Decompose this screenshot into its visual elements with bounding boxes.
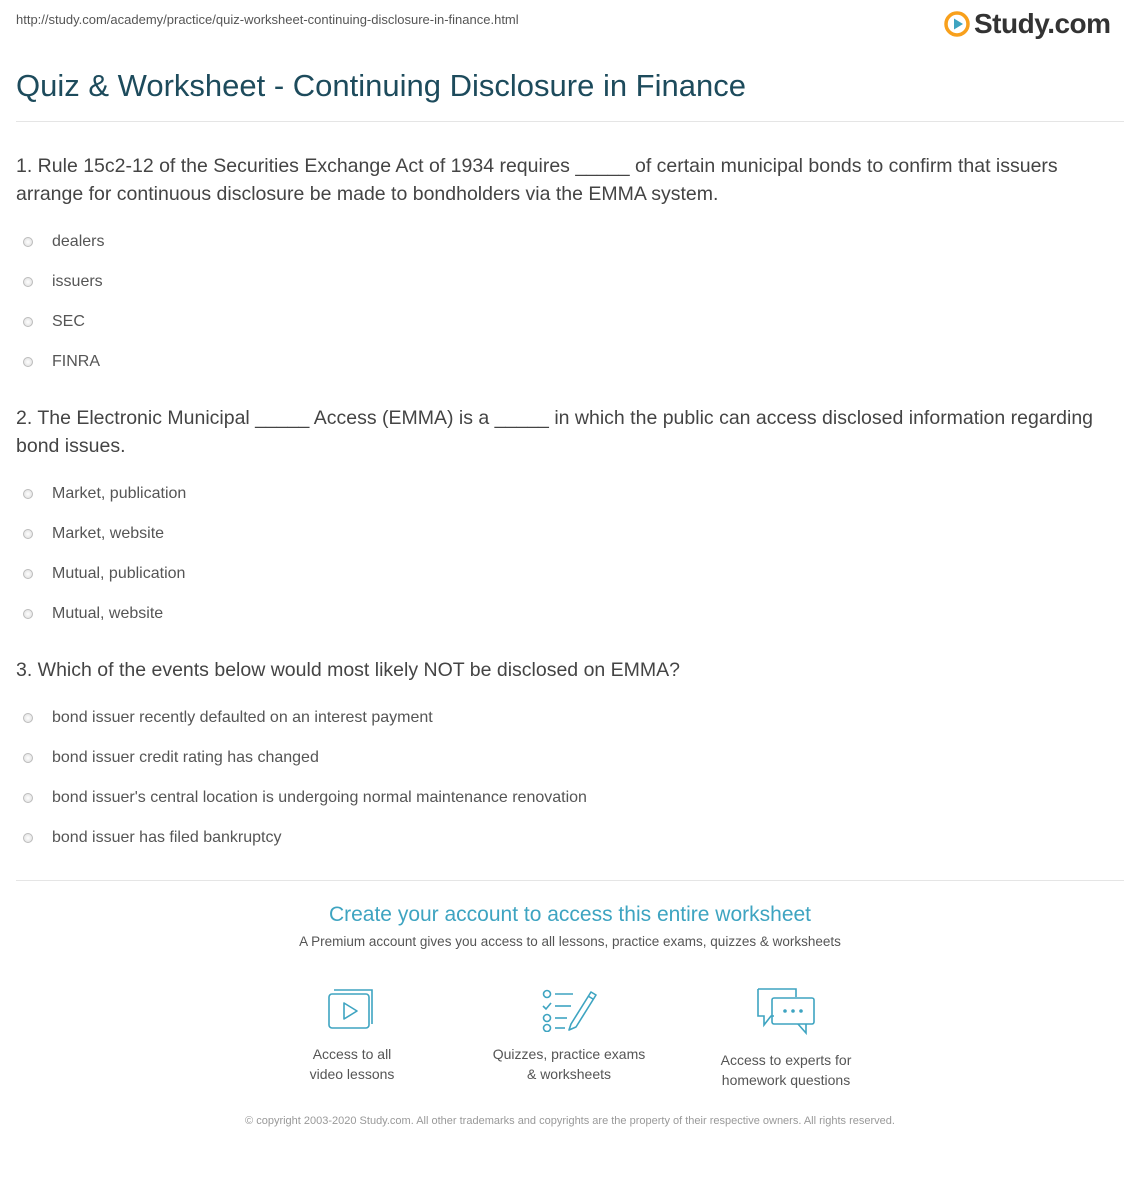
answer-option[interactable] xyxy=(16,778,1116,818)
question-text: 2. The Electronic Municipal _____ Access (EMMA) is a _____ in which the public can access disclosed information regarding bond issues. xyxy=(16,407,1094,457)
radio-button[interactable] xyxy=(23,237,33,247)
answer-option[interactable] xyxy=(16,222,1116,262)
feature-label: Access to all video lessons xyxy=(309,1046,395,1082)
radio-button[interactable] xyxy=(23,277,33,287)
promo-divider xyxy=(16,880,1124,881)
option-label: SEC xyxy=(52,313,85,330)
page-url: http://study.com/academy/practice/quiz-worksheet-continuing-disclosure-in-finance.html xyxy=(16,12,519,27)
checklist-icon xyxy=(541,986,597,1032)
answer-option[interactable] xyxy=(16,818,1116,858)
radio-button[interactable] xyxy=(23,357,33,367)
answer-option[interactable] xyxy=(16,554,1116,594)
answer-options xyxy=(16,222,1116,382)
question-3 xyxy=(16,656,1116,858)
top-bar xyxy=(0,0,1140,50)
question-text: 3. Which of the events below would most likely NOT be disclosed on EMMA? xyxy=(16,659,681,681)
promo-subtitle: A Premium account gives you access to all lessons, practice exams, quizzes & worksheets xyxy=(299,934,841,949)
question-2 xyxy=(16,404,1116,634)
option-label: dealers xyxy=(52,233,105,250)
radio-button[interactable] xyxy=(23,833,33,843)
answer-option[interactable] xyxy=(16,342,1116,382)
logo-text: Study.com xyxy=(974,8,1111,39)
answer-option[interactable] xyxy=(16,698,1116,738)
answer-option[interactable] xyxy=(16,594,1116,634)
option-label: Market, publication xyxy=(52,485,187,502)
option-label: FINRA xyxy=(52,353,100,370)
radio-button[interactable] xyxy=(23,753,33,763)
radio-button[interactable] xyxy=(23,609,33,619)
title-divider xyxy=(16,121,1124,122)
option-label: bond issuer's central location is undergoing normal maintenance renovation xyxy=(52,789,587,806)
radio-button[interactable] xyxy=(23,793,33,803)
play-circle-icon xyxy=(944,11,970,37)
page-title: Quiz & Worksheet - Continuing Disclosure in Finance xyxy=(16,68,746,103)
question-text: 1. Rule 15c2-12 of the Securities Exchange Act of 1934 requires _____ of certain municipal bonds to confirm that issuers arrange for continuous disclosure be made to bondholders via the EMMA system. xyxy=(16,155,1058,205)
option-label: bond issuer credit rating has changed xyxy=(52,749,319,766)
feature-experts xyxy=(686,986,886,1090)
radio-button[interactable] xyxy=(23,713,33,723)
feature-label: Quizzes, practice exams & worksheets xyxy=(492,1046,646,1082)
radio-button[interactable] xyxy=(23,529,33,539)
answer-option[interactable] xyxy=(16,262,1116,302)
radio-button[interactable] xyxy=(23,569,33,579)
option-label: bond issuer recently defaulted on an interest payment xyxy=(52,709,433,726)
answer-options xyxy=(16,474,1116,634)
feature-label: Access to experts for homework questions xyxy=(720,1052,852,1088)
answer-options xyxy=(16,698,1116,858)
option-label: Mutual, website xyxy=(52,605,164,622)
create-account-link[interactable]: Create your account to access this entire worksheet xyxy=(328,903,812,926)
radio-button[interactable] xyxy=(23,489,33,499)
option-label: bond issuer has filed bankruptcy xyxy=(52,829,282,846)
question-1 xyxy=(16,152,1116,382)
option-label: issuers xyxy=(52,273,103,290)
feature-video-lessons xyxy=(252,986,452,1084)
feature-quizzes xyxy=(469,986,669,1084)
answer-option[interactable] xyxy=(16,514,1116,554)
option-label: Mutual, publication xyxy=(52,565,186,582)
answer-option[interactable] xyxy=(16,474,1116,514)
chat-bubbles-icon xyxy=(754,986,818,1038)
option-label: Market, website xyxy=(52,525,165,542)
answer-option[interactable] xyxy=(16,738,1116,778)
study-logo[interactable] xyxy=(944,8,1111,40)
radio-button[interactable] xyxy=(23,317,33,327)
copyright-text: © copyright 2003-2020 Study.com. All other trademarks and copyrights are the property of their respective owners. All rights reserved. xyxy=(245,1115,895,1127)
video-lesson-icon xyxy=(326,986,378,1032)
answer-option[interactable] xyxy=(16,302,1116,342)
